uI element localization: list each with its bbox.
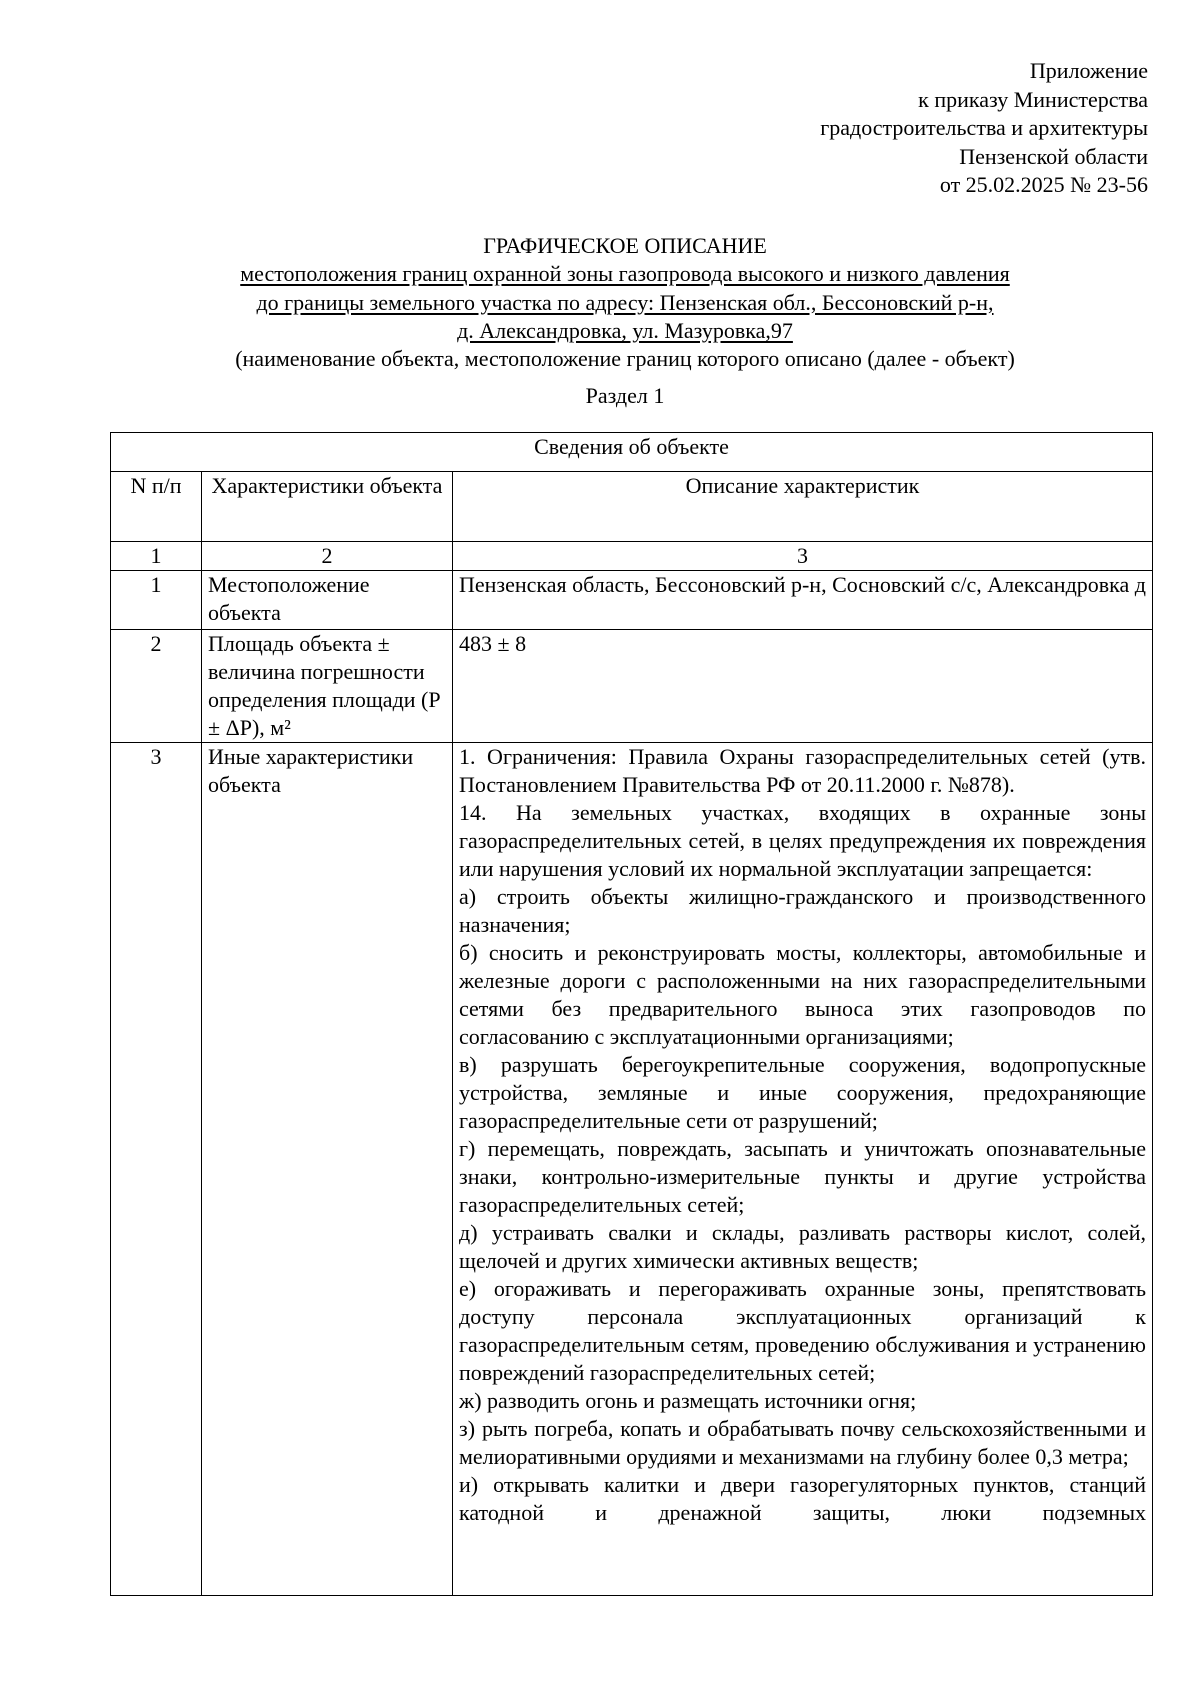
row-description [453,743,1153,1596]
row-number: 2 [111,630,202,743]
subtitle-line: д. Александровка, ул. Мазуровка,97 [457,317,793,343]
description-paragraph: е) огораживать и перегораживать охранные зоны, препятствовать доступу персонала эксплуатационных организаций к газораспределительным сетям, проведению обслуживания и устранению повреждений газораспределительных сетей; [459,1276,1146,1385]
column-number: 2 [202,542,453,571]
description-paragraph: Пензенская область, Бессоновский р-н, Сосновский с/с, Александровка д [459,572,1146,597]
description-paragraph: ж) разводить огонь и размещать источники огня; [459,1388,917,1413]
title-caption: (наименование объекта, местоположение границ которого описано (далее - объект) [235,346,1015,372]
row-number: 3 [111,743,202,1596]
column-number-row [111,542,1153,571]
row-number: 1 [111,571,202,630]
subtitle-line: местоположения границ охранной зоны газопровода высокого и низкого давления [240,261,1010,287]
description-paragraph: 14. На земельных участках, входящих в охранные зоны газораспределительных сетей, в целях предупреждения их повреждения или нарушения условий их нормальной эксплуатации запрещается: [459,800,1146,881]
table-row [111,743,1153,1596]
object-info-table [110,432,1153,1596]
table-heading: Сведения об объекте [111,433,1153,472]
description-paragraph: а) строить объекты жилищно-гражданского и производственного назначения; [459,884,1146,937]
description-paragraph: и) открывать калитки и двери газорегуляторных пунктов, станций катодной и дренажной защиты, люки подземных [459,1472,1146,1525]
column-header: Характеристики объекта [202,472,453,542]
column-number: 3 [453,542,1153,571]
row-description [453,630,1153,743]
description-paragraph: з) рыть погреба, копать и обрабатывать почву сельскохозяйственными и мелиоративными орудиями и механизмами на глубину более 0,3 метра; [459,1416,1146,1469]
header-line: от 25.02.2025 № 23-56 [939,172,1148,197]
row-characteristic: Иные характеристики объекта [202,743,453,1596]
title-block [110,232,1140,411]
header-line: градостроительства и архитектуры [820,115,1148,140]
table-heading-row [111,433,1153,472]
section-title: Раздел 1 [585,383,665,409]
description-paragraph: 1. Ограничения: Правила Охраны газораспределительных сетей (утв. Постановлением Правительства РФ от 20.11.2000 г. №878). [459,744,1146,797]
description-paragraph: г) перемещать, повреждать, засыпать и уничтожать опознавательные знаки, контрольно-измерительные пункты и другие устройства газораспределительных сетей; [459,1136,1146,1217]
description-paragraph: б) сносить и реконструировать мосты, коллекторы, автомобильные и железные дороги с расположенными на них газораспределительными сетями без предварительного выноса этих газопроводов по согласованию с эксплуатационными организациями; [459,940,1146,1049]
description-paragraph: 483 ± 8 [459,631,527,656]
document-title: ГРАФИЧЕСКОЕ ОПИСАНИЕ [483,233,767,258]
description-paragraph: д) устраивать свалки и склады, разливать растворы кислот, солей, щелочей и других химически активных веществ; [459,1220,1146,1273]
column-header: Описание характеристик [453,472,1153,542]
subtitle-line: до границы земельного участка по адресу: Пензенская обл., Бессоновский р-н, [256,289,994,315]
header-line: Пензенской области [959,143,1148,169]
header-line: к приказу Министерства [918,86,1148,112]
description-paragraph: в) разрушать берегоукрепительные сооружения, водопропускные устройства, земляные и иные сооружения, предохраняющие газораспределительные сети от разрушений; [459,1052,1146,1133]
table-row [111,571,1153,630]
row-description [453,571,1153,630]
column-header: N п/п [111,472,202,542]
header-line: Приложение [1029,58,1148,83]
appendix-header [820,57,1148,200]
column-number: 1 [111,542,202,571]
table-row [111,630,1153,743]
row-characteristic: Площадь объекта ± величина погрешности определения площади (Р ± ΔР), м² [202,630,453,743]
row-characteristic: Местоположение объекта [202,571,453,630]
column-header-row [111,472,1153,542]
